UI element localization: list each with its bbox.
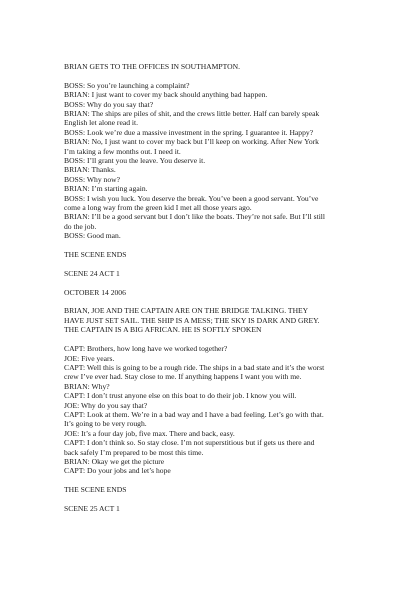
script-line: BRIAN, JOE AND THE CAPTAIN ARE ON THE BRIDGE TALKING. THEY: [64, 306, 309, 316]
script-line: BRIAN: I’ll be a good servant but I don’t like the boats. They’re not safe. But I’ll still: [64, 212, 326, 222]
script-line: BRIAN: I just want to cover my back should anything bad happen.: [64, 90, 268, 100]
script-line: JOE: Why do you say that?: [64, 400, 148, 410]
script-line: CAPT: Well this is going to be a rough ride. The ships in a bad state and it’s the worst: [64, 362, 325, 372]
script-line: CAPT: I don’t trust anyone else on this boat to do their job. I know you will.: [64, 391, 297, 401]
script-line: BRIAN: Okay we get the picture: [64, 456, 165, 466]
blank-line: [64, 335, 380, 344]
script-line: CAPT: Brothers, how long have we worked together?: [64, 344, 228, 354]
script-line: BRIAN: I’m starting again.: [64, 184, 148, 194]
script-line: do the job.: [64, 221, 97, 231]
script-line: BOSS: Good man.: [64, 231, 121, 241]
script-line: BOSS: So you’re launching a complaint?: [64, 80, 190, 90]
script-line: CAPT: Do your jobs and let’s hope: [64, 466, 171, 476]
script-line: THE CAPTAIN IS A BIG AFRICAN. HE IS SOFTLY SPOKEN: [64, 325, 262, 335]
blank-line: [64, 278, 380, 287]
script-line: BRIAN: Thanks.: [64, 165, 116, 175]
script-line: English let alone read it.: [64, 118, 139, 128]
script-line: JOE: Five years.: [64, 353, 115, 363]
script-line: CAPT: I don’t think so. So stay close. I’m not superstitious but if gets us there and: [64, 438, 315, 448]
blank-line: [64, 495, 380, 504]
script-line: BOSS: I’ll grant you the leave. You deserve it.: [64, 156, 206, 166]
scene-heading: SCENE 24 ACT 1: [64, 268, 120, 278]
blank-line: [64, 71, 380, 80]
script-line: BOSS: Why do you say that?: [64, 99, 154, 109]
blank-line: [64, 297, 380, 306]
script-line: HAVE JUST SET SAIL. THE SHIP IS A MESS; THE SKY IS DARK AND GREY.: [64, 315, 320, 325]
script-line: back safely I’m prepared to be most this time.: [64, 447, 204, 457]
script-line: come a long way from the green kid I met all those years ago.: [64, 203, 252, 213]
script-line: BRIAN: No, I just want to cover my back but I’ll keep on working. After New York: [64, 137, 319, 147]
script-line: crew I’ve ever had. Stay close to me. If anything happens I want you with me.: [64, 372, 302, 382]
script-line: BOSS: Look we’re due a massive investment in the spring. I guarantee it. Happy?: [64, 127, 314, 137]
script-line: BOSS: Why now?: [64, 174, 120, 184]
script-line: I’m taking a few months out. I need it.: [64, 146, 181, 156]
blank-line: [64, 476, 380, 485]
script-line: CAPT: Look at them. We’re in a bad way and I have a bad feeling. Let’s go with that.: [64, 409, 324, 419]
script-line: BOSS: I wish you luck. You deserve the break. You’ve been a good servant. You’ve: [64, 193, 319, 203]
scene-heading: BRIAN GETS TO THE OFFICES IN SOUTHAMPTON.: [64, 62, 241, 71]
scene-heading: OCTOBER 14 2006: [64, 287, 126, 297]
script-line: BRIAN: The ships are piles of shit, and the crews little better. Half can barely speak: [64, 109, 320, 119]
script-line: JOE: It’s a four day job, five max. There and back, easy.: [64, 428, 235, 438]
script-line: BRIAN: Why?: [64, 381, 110, 391]
scene-heading: SCENE 25 ACT 1: [64, 503, 120, 513]
blank-line: [64, 260, 380, 269]
script-line: It’s going to be very rough.: [64, 419, 147, 429]
scene-heading: THE SCENE ENDS: [64, 485, 127, 495]
scene-heading: THE SCENE ENDS: [64, 250, 127, 260]
blank-line: [64, 241, 380, 250]
